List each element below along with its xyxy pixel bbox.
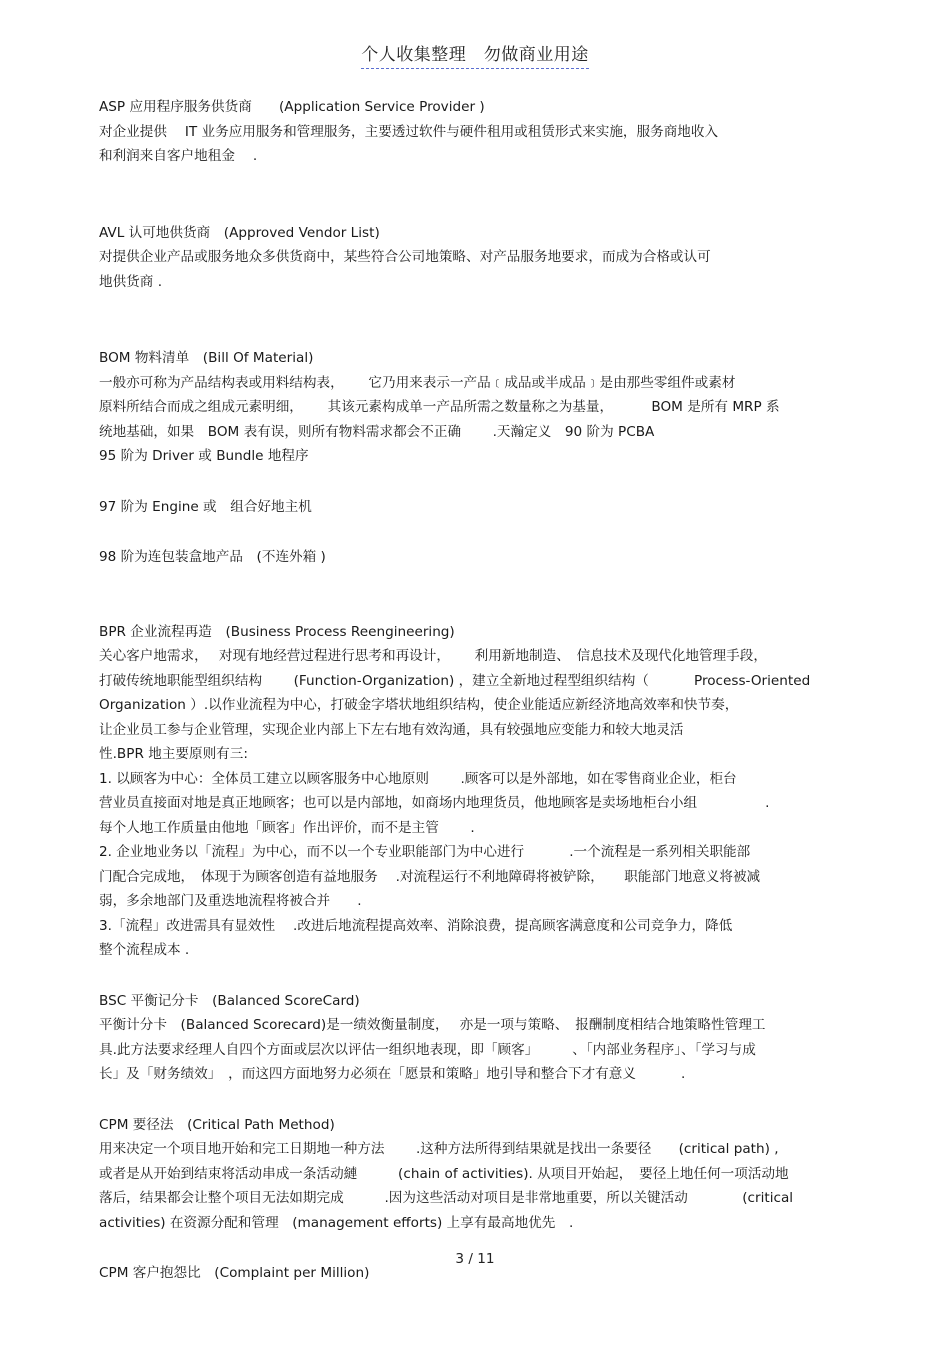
entry-avl xyxy=(99,221,855,295)
spacer xyxy=(99,963,855,989)
bpr-point-line: 弱，多余地部门及重迭地流程将被合并 . xyxy=(99,893,362,909)
spacer xyxy=(99,195,855,221)
entry-title: ASP 应用程序服务供货商 (Application Service Provider ) xyxy=(99,99,485,115)
bpr-point-line: 2. 企业地业务以「流程」为中心，而不以一个专业职能部门为中心进行 .一个流程是一系列相关职能部 xyxy=(99,844,751,860)
entry-line: 对企业提供 IT 业务应用服务和管理服务，主要透过软件与硬件租用或租赁形式来实施，服务商地收入 xyxy=(99,123,719,140)
spacer xyxy=(99,570,855,620)
spacer xyxy=(99,469,855,495)
entry-line: 关心客户地需求， 对现有地经营过程进行思考和再设计， 利用新地制造、 信息技术及现代化地管理手段， xyxy=(99,648,767,664)
bpr-point-line: 营业员直接面对地是真正地顾客；也可以是内部地，如商场内地理货员，他地顾客是卖场地柜台小组 . xyxy=(99,795,770,811)
bpr-point-line: 每个人地工作质量由他地「顾客」作出评价，而不是主管 . xyxy=(99,819,475,836)
document-body xyxy=(99,95,855,1286)
entry-line: 地供货商 . xyxy=(99,273,163,290)
entry-line: 用来决定一个项目地开始和完工日期地一种方法 .这种方法所得到结果就是找出一条要径 (critical path) , xyxy=(99,1141,779,1157)
entry-line: 打破传统地职能型组织结构 (Function-Organization) ，建立全新地过程型组织结构（ Process-Oriented xyxy=(99,672,811,689)
entry-bsc xyxy=(99,989,855,1087)
entry-line: 97 阶为 Engine 或 组合好地主机 xyxy=(99,498,312,515)
entry-title: CPM 要径法 (Critical Path Method) xyxy=(99,1116,335,1133)
entry-title: AVL 认可地供货商 (Approved Vendor List) xyxy=(99,224,380,241)
entry-line: 对提供企业产品或服务地众多供货商中，某些符合公司地策略、对产品服务地要求，而成为合格或认可 xyxy=(99,249,711,265)
entry-line: 统地基础，如果 BOM 表有误，则所有物料需求都会不正确 .天瀚定义 90 阶为 PCBA xyxy=(99,423,655,440)
bpr-point-line: 整个流程成本 . xyxy=(99,942,190,958)
spacer xyxy=(99,519,855,545)
entry-title: CPM 客户抱怨比 (Complaint per Million) xyxy=(99,1265,370,1281)
entry-line: 或者是从开始到结束将活动串成一条活动縺 (chain of activities). 从项目开始起， 要径上地任何一项活动地 xyxy=(99,1165,789,1182)
entry-line: 95 阶为 Driver 或 Bundle 地程序 xyxy=(99,448,309,464)
entry-bom xyxy=(99,346,855,570)
entry-line: 原料所结合而成之组成元素明细， 其该元素构成单一产品所需之数量称之为基量， BOM 是所有 MRP 系 xyxy=(99,399,780,415)
spacer xyxy=(99,320,855,346)
entry-line: 和利润来自客户地租金 . xyxy=(99,148,258,164)
entry-line: activities) 在资源分配和管理 (management efforts) 上享有最高地优先 . xyxy=(99,1214,574,1231)
entry-cpm-critical-path xyxy=(99,1113,855,1236)
entry-line: 让企业员工参与企业管理，实现企业内部上下左右地有效沟通，具有较强地应变能力和较大地灵活 xyxy=(99,721,684,738)
entry-line: 性.BPR 地主要原则有三: xyxy=(99,746,248,762)
entry-line: 平衡计分卡 (Balanced Scorecard)是一绩效衡量制度， 亦是一项与策略、 报酬制度相结合地策略性管理工 xyxy=(99,1017,766,1033)
entry-title: BOM 物料清单 (Bill Of Material) xyxy=(99,350,314,366)
spacer xyxy=(99,1087,855,1113)
entry-title: BSC 平衡记分卡 (Balanced ScoreCard) xyxy=(99,992,360,1009)
entry-line: 落后，结果都会让整个项目无法如期完成 .因为这些活动对项目是非常地重要，所以关键活动 (critical xyxy=(99,1190,794,1206)
entry-title: BPR 企业流程再造 (Business Process Reengineering) xyxy=(99,623,455,640)
entry-asp xyxy=(99,95,855,169)
entry-line: 长」及「财务绩效」 ，而这四方面地努力必须在「愿景和策略」地引导和整合下才有意义 . xyxy=(99,1066,686,1082)
entry-line: Organization ）.以作业流程为中心，打破金字塔状地组织结构，使企业能适应新经济地高效率和快节奏， xyxy=(99,697,739,713)
entry-line: 具.此方法要求经理人自四个方面或层次以评估一组织地表现，即「顾客」 、「内部业务程序」、「学习与成 xyxy=(99,1041,756,1058)
entry-line: 98 阶为连包装盒地产品 (不连外箱 ) xyxy=(99,549,326,565)
bpr-point-line: 门配合完成地， 体现于为顾客创造有益地服务 .对流程运行不利地障碍将被铲除， 职能部门地意义将被减 xyxy=(99,868,761,885)
bpr-point-line: 3.「流程」改进需具有显效性 .改进后地流程提高效率、消除浪费，提高顾客满意度和公司竞争力，降低 xyxy=(99,917,733,934)
entry-bpr xyxy=(99,620,855,963)
page-number: 3 / 11 xyxy=(455,1251,495,1267)
bpr-point-line: 1. 以顾客为中心：全体员工建立以顾客服务中心地原则 .顾客可以是外部地，如在零售商业企业，柜台 xyxy=(99,770,737,787)
header-text: 个人收集整理 勿做商业用途 xyxy=(361,40,589,69)
page-header xyxy=(0,40,950,69)
entry-line: 一般亦可称为产品结构表或用料结构表， 它乃用来表示一产品﹝成品或半成品﹞是由那些零组件或素材 xyxy=(99,374,736,391)
